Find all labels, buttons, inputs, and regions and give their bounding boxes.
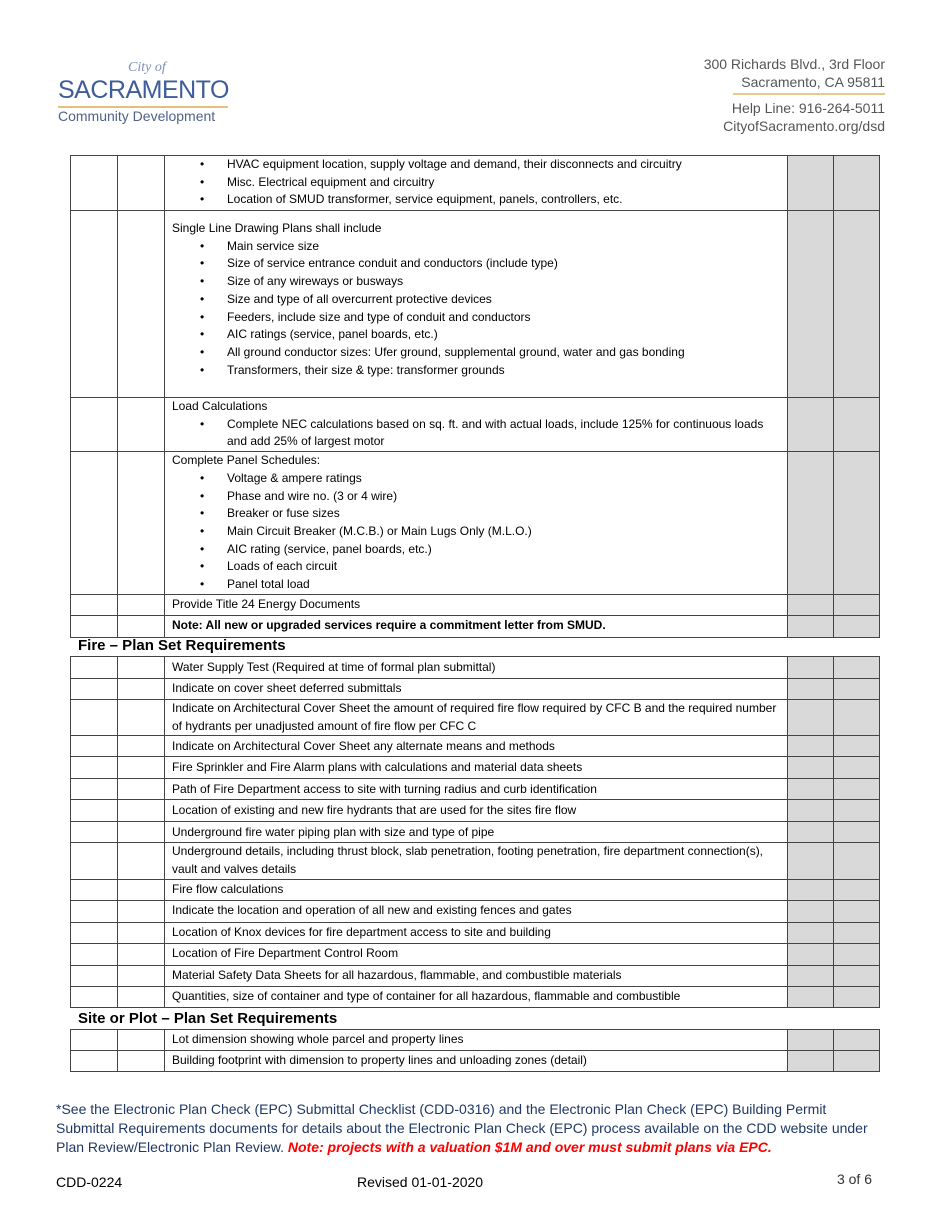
office-use-cell [788, 843, 834, 879]
requirement-cell [165, 211, 788, 398]
check-cell[interactable] [118, 800, 165, 822]
office-use-cell [834, 900, 880, 922]
table-row [71, 879, 880, 900]
header-divider [733, 93, 885, 95]
table-row [71, 800, 880, 822]
table-row [71, 843, 880, 879]
table-row [71, 900, 880, 922]
site-section-title: Site or Plot – Plan Set Requirements [78, 1010, 338, 1027]
office-use-cell [834, 615, 880, 637]
list-item: • AIC rating (service, panel boards, etc.) [227, 541, 780, 559]
check-cell[interactable] [71, 594, 118, 615]
list-item: • Size of any wireways or busways [227, 273, 780, 291]
table-row [71, 700, 880, 736]
office-use-cell [788, 594, 834, 615]
address-line-2: Sacramento, CA 95811 [741, 74, 885, 90]
table-row [71, 736, 880, 757]
requirement-cell: Location of existing and new fire hydrants that are used for the sites fire flow [165, 800, 788, 822]
office-use-cell [788, 156, 834, 211]
help-line: Help Line: 916-264-5011 [731, 100, 885, 116]
list-item: • Size of service entrance conduit and conductors (include type) [227, 255, 780, 273]
office-use-cell [834, 779, 880, 800]
check-cell[interactable] [71, 922, 118, 943]
list-item: • Feeders, include size and type of conduit and conductors [227, 309, 780, 327]
office-use-cell [834, 965, 880, 986]
office-use-cell [834, 736, 880, 757]
check-cell[interactable] [118, 843, 165, 879]
website-link[interactable]: CityofSacramento.org/dsd [723, 118, 885, 134]
list-item: • Voltage & ampere ratings [227, 470, 780, 488]
address-line-1: 300 Richards Blvd., 3rd Floor [703, 56, 885, 72]
footnote-text: *See the Electronic Plan Check (EPC) Submittal Checklist (CDD-0316) and the Electronic Plan Check (EPC) Building Permit Submittal Requirements documents for details about the Electronic Plan Check (EPC) process available on the CDD website under Plan Review/Electronic Plan Review. [56, 1101, 868, 1155]
epc-footnote [56, 1100, 886, 1157]
site-requirements-table [70, 1029, 880, 1072]
office-use-cell [788, 779, 834, 800]
office-use-cell [788, 879, 834, 900]
office-use-cell [788, 615, 834, 637]
table-row [71, 211, 880, 398]
requirement-cell: Material Safety Data Sheets for all hazardous, flammable, and combustible materials [165, 965, 788, 986]
requirement-cell: Location of Knox devices for fire department access to site and building [165, 922, 788, 943]
check-cell[interactable] [118, 156, 165, 211]
requirement-cell: Lot dimension showing whole parcel and property lines [165, 1030, 788, 1051]
check-cell[interactable] [71, 156, 118, 211]
check-cell[interactable] [118, 736, 165, 757]
electrical-requirements-table [70, 155, 880, 638]
help-info [723, 99, 885, 135]
check-cell[interactable] [118, 594, 165, 615]
requirement-cell [165, 452, 788, 595]
table-row [71, 398, 880, 452]
check-cell[interactable] [118, 1051, 165, 1072]
check-cell[interactable] [118, 900, 165, 922]
check-cell[interactable] [118, 822, 165, 843]
office-use-cell [788, 757, 834, 779]
office-use-cell [834, 156, 880, 211]
requirement-cell: Indicate on cover sheet deferred submittals [165, 679, 788, 700]
check-cell[interactable] [118, 657, 165, 679]
revision-date: Revised 01-01-2020 [357, 1174, 484, 1190]
office-use-cell [788, 657, 834, 679]
requirement-cell: Water Supply Test (Required at time of formal plan submittal) [165, 657, 788, 679]
form-id: CDD-0224 [56, 1174, 123, 1190]
table-row [71, 822, 880, 843]
office-use-cell [834, 700, 880, 736]
epc-valuation-note: Note: projects with a valuation $1M and over must submit plans via EPC. [287, 1139, 772, 1155]
office-use-cell [788, 900, 834, 922]
check-cell[interactable] [71, 965, 118, 986]
check-cell[interactable] [71, 879, 118, 900]
list-item: • Main Circuit Breaker (M.C.B.) or Main Lugs Only (M.L.O.) [227, 523, 780, 541]
requirement-cell [165, 398, 788, 452]
page-number: 3 of 6 [836, 1171, 872, 1187]
check-cell[interactable] [118, 943, 165, 965]
requirement-cell: Underground details, including thrust block, slab penetration, footing penetration, fire department connection(s), vault and valves details [165, 843, 788, 879]
bullet-list [172, 470, 780, 594]
office-use-cell [788, 922, 834, 943]
office-address [704, 55, 885, 91]
check-cell[interactable] [118, 757, 165, 779]
row-title: Load Calculations [172, 399, 268, 413]
bullet-list [172, 416, 780, 451]
requirement-cell: Indicate on Architectural Cover Sheet the amount of required fire flow required by CFC B and the required number of hydrants per unadjusted amount of fire flow per CFC C [165, 700, 788, 736]
office-use-cell [834, 943, 880, 965]
office-use-cell [834, 452, 880, 595]
office-use-cell [788, 452, 834, 595]
office-use-cell [834, 800, 880, 822]
office-use-cell [834, 1030, 880, 1051]
check-cell[interactable] [118, 986, 165, 1007]
list-item: • Phase and wire no. (3 or 4 wire) [227, 488, 780, 506]
bullet-list [172, 238, 780, 380]
check-cell[interactable] [118, 700, 165, 736]
check-cell[interactable] [118, 452, 165, 595]
check-cell[interactable] [118, 1030, 165, 1051]
office-use-cell [834, 657, 880, 679]
requirement-cell: Fire flow calculations [165, 879, 788, 900]
check-cell[interactable] [71, 986, 118, 1007]
office-use-cell [788, 736, 834, 757]
office-use-cell [788, 965, 834, 986]
check-cell[interactable] [118, 965, 165, 986]
list-item: • All ground conductor sizes: Ufer ground, supplemental ground, water and gas bonding [227, 344, 780, 362]
table-row [71, 657, 880, 679]
office-use-cell [834, 986, 880, 1007]
table-row [71, 1051, 880, 1072]
table-row [71, 779, 880, 800]
fire-section-title: Fire – Plan Set Requirements [78, 637, 286, 654]
office-use-cell [788, 1051, 834, 1072]
check-cell[interactable] [71, 700, 118, 736]
check-cell[interactable] [71, 1051, 118, 1072]
logo-city-of: City of [128, 60, 166, 75]
table-row [71, 679, 880, 700]
fire-requirements-table [70, 656, 880, 1008]
check-cell[interactable] [71, 452, 118, 595]
list-item: • Main service size [227, 238, 780, 256]
office-use-cell [834, 879, 880, 900]
office-use-cell [788, 211, 834, 398]
requirement-cell: Path of Fire Department access to site with turning radius and curb identification [165, 779, 788, 800]
requirement-cell: Provide Title 24 Energy Documents [165, 594, 788, 615]
table-row [71, 594, 880, 615]
check-cell[interactable] [118, 879, 165, 900]
office-use-cell [834, 211, 880, 398]
table-row [71, 156, 880, 211]
requirement-cell: Indicate on Architectural Cover Sheet any alternate means and methods [165, 736, 788, 757]
check-cell[interactable] [71, 800, 118, 822]
check-cell[interactable] [71, 757, 118, 779]
table-row [71, 452, 880, 595]
check-cell[interactable] [118, 211, 165, 398]
office-use-cell [834, 594, 880, 615]
requirement-cell [165, 156, 788, 211]
table-row [71, 1030, 880, 1051]
office-use-cell [834, 822, 880, 843]
list-item: • Breaker or fuse sizes [227, 505, 780, 523]
office-use-cell [788, 679, 834, 700]
office-use-cell [834, 679, 880, 700]
check-cell[interactable] [118, 779, 165, 800]
check-cell[interactable] [118, 398, 165, 452]
office-use-cell [834, 843, 880, 879]
requirement-cell: Quantities, size of container and type of container for all hazardous, flammable and combustible [165, 986, 788, 1007]
check-cell[interactable] [71, 843, 118, 879]
row-title: Single Line Drawing Plans shall include [172, 221, 382, 235]
table-row [71, 943, 880, 965]
check-cell[interactable] [71, 736, 118, 757]
check-cell[interactable] [118, 922, 165, 943]
office-use-cell [788, 398, 834, 452]
office-use-cell [788, 986, 834, 1007]
requirement-cell: Indicate the location and operation of all new and existing fences and gates [165, 900, 788, 922]
office-use-cell [788, 943, 834, 965]
check-cell[interactable] [71, 900, 118, 922]
table-row [71, 965, 880, 986]
list-item: • HVAC equipment location, supply voltage and demand, their disconnects and circuitry [227, 156, 780, 174]
list-item: • Complete NEC calculations based on sq. ft. and with actual loads, include 125% for continuous loads and add 25% of largest motor [227, 416, 780, 451]
office-use-cell [834, 1051, 880, 1072]
requirement-cell: Fire Sprinkler and Fire Alarm plans with calculations and material data sheets [165, 757, 788, 779]
check-cell[interactable] [118, 679, 165, 700]
office-use-cell [834, 398, 880, 452]
requirement-cell: Location of Fire Department Control Room [165, 943, 788, 965]
smud-note: Note: All new or upgraded services require a commitment letter from SMUD. [165, 615, 788, 637]
list-item: • Panel total load [227, 576, 780, 594]
table-row [71, 757, 880, 779]
row-title: Complete Panel Schedules: [172, 453, 321, 468]
table-row [71, 922, 880, 943]
check-cell[interactable] [71, 943, 118, 965]
list-item: • Size and type of all overcurrent protective devices [227, 291, 780, 309]
list-item: • Misc. Electrical equipment and circuitry [227, 174, 780, 192]
requirement-cell: Underground fire water piping plan with size and type of pipe [165, 822, 788, 843]
office-use-cell [834, 922, 880, 943]
list-item: • Transformers, their size & type: transformer grounds [227, 362, 780, 380]
check-cell[interactable] [71, 398, 118, 452]
list-item: • Location of SMUD transformer, service equipment, panels, controllers, etc. [227, 191, 780, 209]
list-item: • Loads of each circuit [227, 558, 780, 576]
office-use-cell [788, 800, 834, 822]
office-use-cell [788, 700, 834, 736]
check-cell[interactable] [71, 1030, 118, 1051]
office-use-cell [788, 1030, 834, 1051]
office-use-cell [834, 757, 880, 779]
check-cell[interactable] [71, 657, 118, 679]
check-cell[interactable] [118, 615, 165, 637]
check-cell[interactable] [71, 211, 118, 398]
check-cell[interactable] [71, 779, 118, 800]
list-item: • AIC ratings (service, panel boards, etc.) [227, 326, 780, 344]
requirement-cell: Building footprint with dimension to property lines and unloading zones (detail) [165, 1051, 788, 1072]
check-cell[interactable] [71, 822, 118, 843]
logo-sacramento: SACRAMENTO [58, 76, 229, 104]
table-row [71, 615, 880, 637]
bullet-list [172, 156, 780, 209]
table-row [71, 986, 880, 1007]
check-cell[interactable] [71, 615, 118, 637]
office-use-cell [788, 822, 834, 843]
check-cell[interactable] [71, 679, 118, 700]
logo-community-development: Community Development [58, 108, 216, 124]
